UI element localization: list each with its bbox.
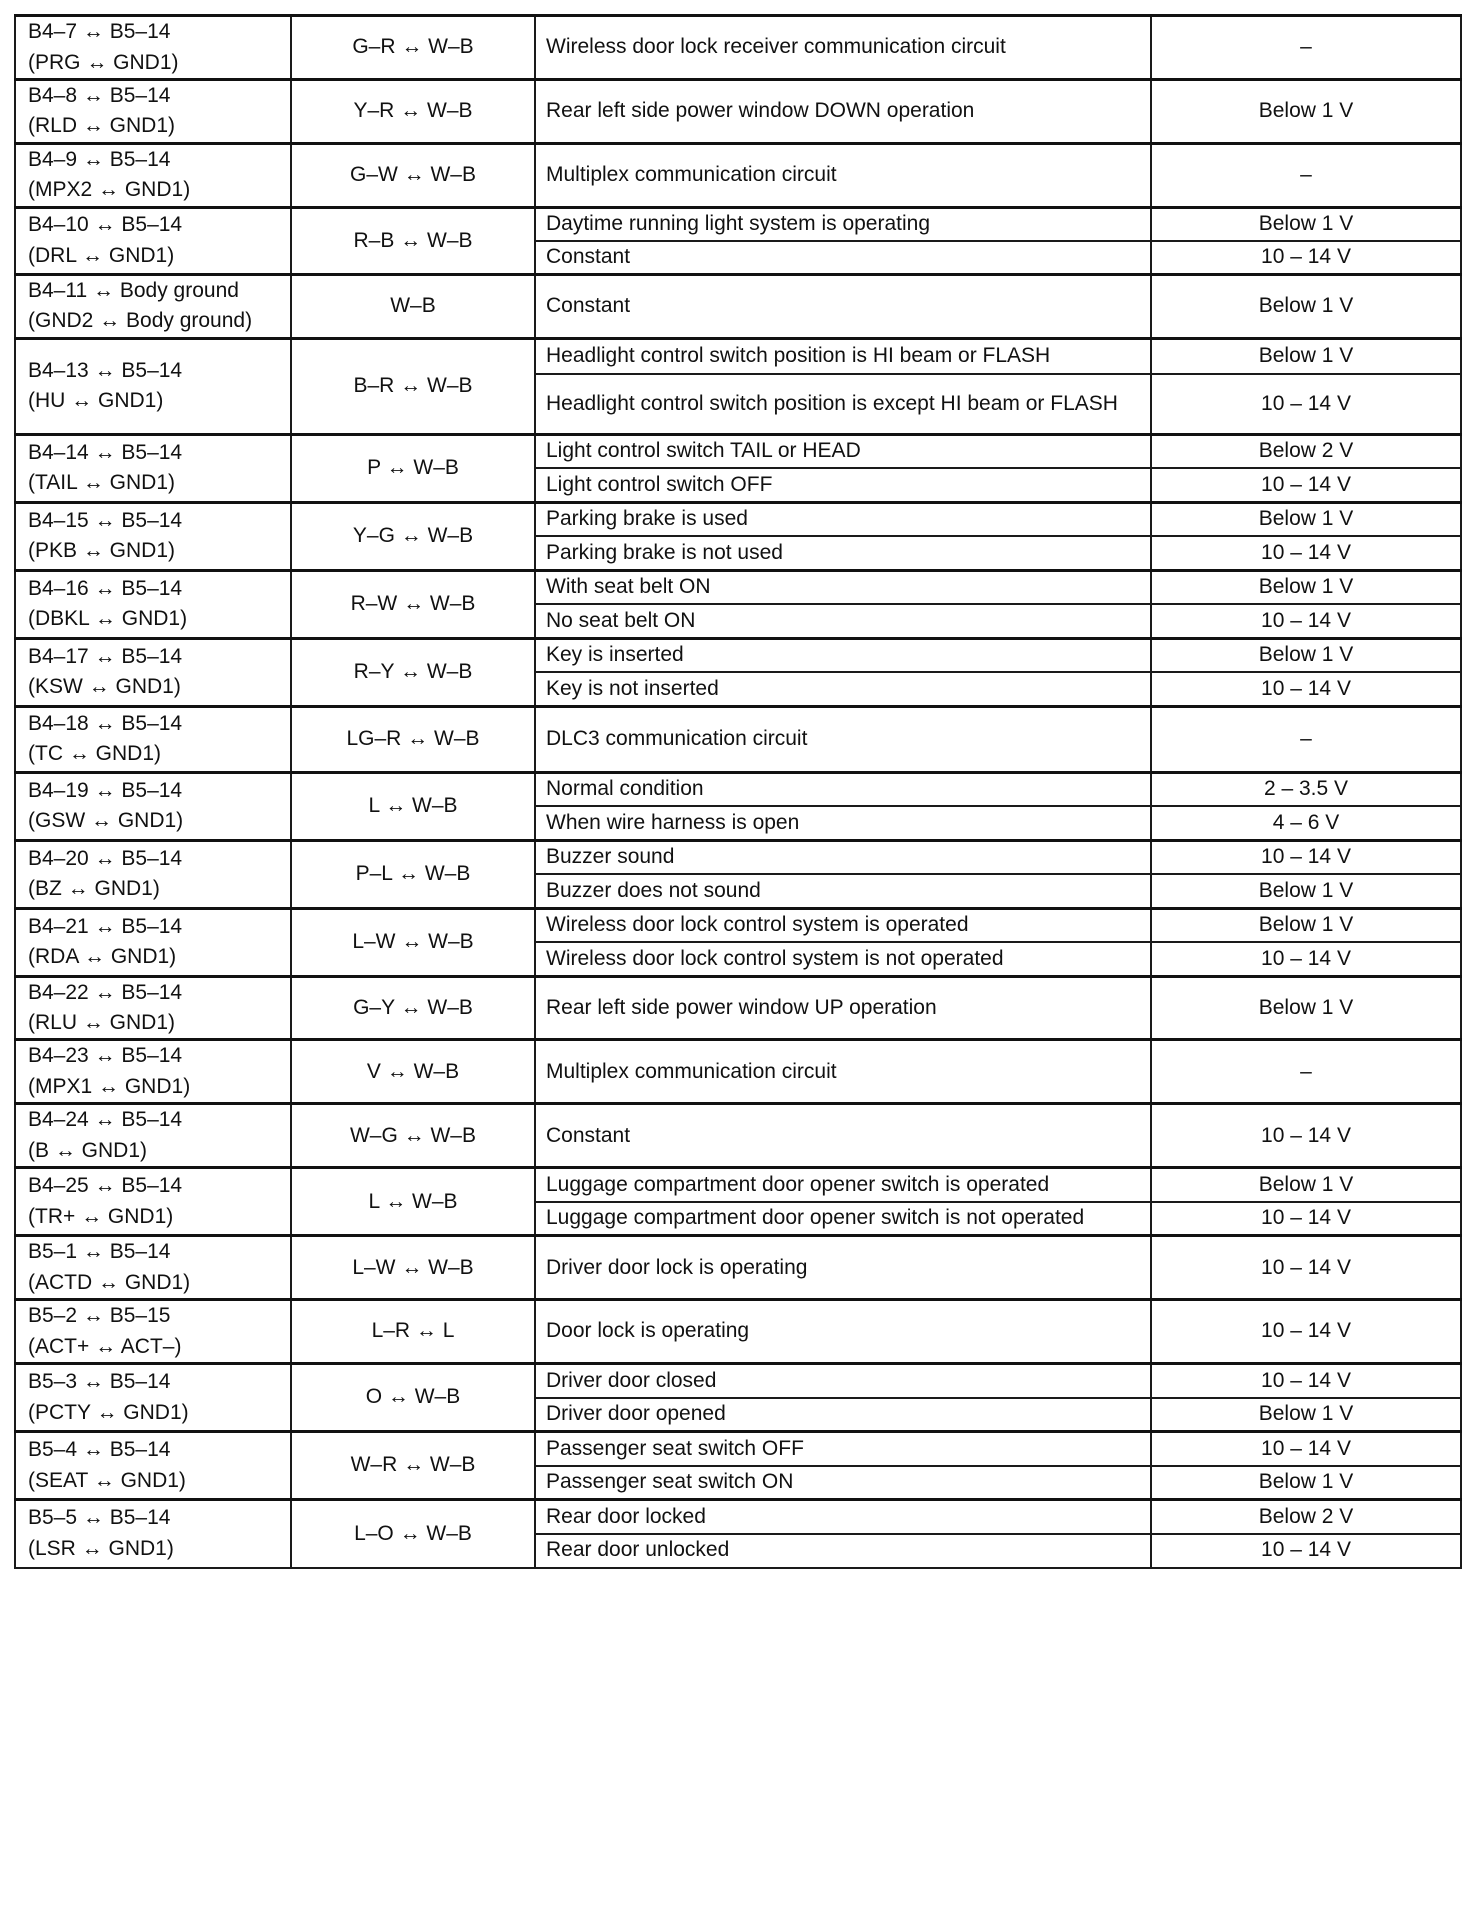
wire-color-cell: Y–G ↔ W–B [291,502,535,570]
specified-value-cell: Below 1 V [1151,908,1461,942]
table-row [15,1364,1461,1398]
terminal-label: B5–1 ↔ B5–14 [28,1240,171,1264]
terminal-cell [15,1300,291,1364]
specified-value-cell: Below 1 V [1151,80,1461,144]
terminal-cell [15,1168,291,1236]
condition-cell: Rear door locked [535,1500,1151,1534]
condition-cell: No seat belt ON [535,604,1151,638]
terminal-cell [15,207,291,274]
table-row [15,16,1461,80]
wire-color-cell: G–R ↔ W–B [291,16,535,80]
wire-color-cell: L–R ↔ L [291,1300,535,1364]
specified-value-cell: 10 – 14 V [1151,1202,1461,1236]
terminal-cell [15,638,291,706]
wire-color-cell: L–W ↔ W–B [291,908,535,976]
specified-value-cell: 10 – 14 V [1151,1364,1461,1398]
specified-value-cell: 10 – 14 V [1151,1236,1461,1300]
terminal-label: B4–11 ↔ Body ground [28,278,239,302]
wire-color-cell: L ↔ W–B [291,1168,535,1236]
specified-value-cell: Below 1 V [1151,1466,1461,1500]
specified-value-cell: 10 – 14 V [1151,374,1461,434]
wire-color-cell: B–R ↔ W–B [291,338,535,434]
wire-color-cell: W–R ↔ W–B [291,1432,535,1500]
wire-color-cell: O ↔ W–B [291,1364,535,1432]
terminal-label: (RLU ↔ GND1) [28,1011,176,1034]
terminal-label: B4–10 ↔ B5–14 [28,213,183,237]
terminal-cell [15,143,291,207]
specified-value-cell: 10 – 14 V [1151,1534,1461,1568]
condition-cell: With seat belt ON [535,570,1151,604]
terminal-label: B4–20 ↔ B5–14 [28,846,183,870]
terminal-label: B4–24 ↔ B5–14 [28,1108,183,1132]
condition-cell: Constant [535,241,1151,274]
condition-cell: Light control switch TAIL or HEAD [535,434,1151,468]
table-row [15,772,1461,806]
wire-color-cell: P–L ↔ W–B [291,840,535,908]
terminal-label: B4–23 ↔ B5–14 [28,1044,183,1068]
condition-cell: Wireless door lock control system is not operated [535,942,1151,976]
terminal-label: (MPX2 ↔ GND1) [28,178,191,202]
terminal-label: B4–21 ↔ B5–14 [28,914,183,938]
specified-value-cell: – [1151,143,1461,207]
specified-value-cell: – [1151,706,1461,772]
wire-color-cell: V ↔ W–B [291,1040,535,1104]
specified-value-cell: 10 – 14 V [1151,1300,1461,1364]
terminal-label: B4–17 ↔ B5–14 [28,644,183,668]
condition-cell: Driver door closed [535,1364,1151,1398]
condition-cell: DLC3 communication circuit [535,706,1151,772]
terminal-label: (TAIL ↔ GND1) [28,471,176,495]
terminal-label: (KSW ↔ GND1) [28,675,181,699]
table-row [15,80,1461,144]
table-row [15,570,1461,604]
condition-cell: Buzzer sound [535,840,1151,874]
terminal-label: (RDA ↔ GND1) [28,945,177,969]
terminal-cell [15,1432,291,1500]
table-row [15,976,1461,1040]
specified-value-cell: 4 – 6 V [1151,806,1461,840]
specified-value-cell: Below 1 V [1151,976,1461,1040]
wire-color-cell: Y–R ↔ W–B [291,80,535,144]
specified-value-cell: 10 – 14 V [1151,672,1461,706]
table-row [15,502,1461,536]
condition-cell: Passenger seat switch ON [535,1466,1151,1500]
terminal-label: (DRL ↔ GND1) [28,243,175,267]
terminal-label: (ACTD ↔ GND1) [28,1270,191,1294]
specified-value-cell: Below 1 V [1151,207,1461,241]
terminal-label: B4–15 ↔ B5–14 [28,508,183,532]
wire-color-cell: R–Y ↔ W–B [291,638,535,706]
wire-color-cell: L–O ↔ W–B [291,1500,535,1568]
terminal-label: B4–16 ↔ B5–14 [28,576,183,600]
specified-value-cell: 10 – 14 V [1151,942,1461,976]
condition-cell: Constant [535,1104,1151,1168]
terminal-label: (ACT+ ↔ ACT–) [28,1334,182,1358]
terminal-label: B4–22 ↔ B5–14 [28,980,183,1004]
terminal-label: B4–7 ↔ B5–14 [28,20,171,44]
terminal-label: (GND2 ↔ Body ground) [28,309,253,333]
terminal-cell [15,1040,291,1104]
terminal-cell [15,706,291,772]
terminal-label: B4–19 ↔ B5–14 [28,778,183,802]
condition-cell: Multiplex communication circuit [535,143,1151,207]
table-row [15,1168,1461,1202]
terminal-cell [15,976,291,1040]
wire-color-cell: R–W ↔ W–B [291,570,535,638]
condition-cell: Rear door unlocked [535,1534,1151,1568]
terminal-cell [15,1500,291,1568]
table-row [15,143,1461,207]
terminal-label: (TR+ ↔ GND1) [28,1204,174,1228]
terminal-cell [15,434,291,502]
condition-cell: Luggage compartment door opener switch is not operated [535,1202,1151,1236]
document-page [14,14,1460,1569]
specified-value-cell: Below 1 V [1151,338,1461,374]
table-row [15,434,1461,468]
terminal-cell [15,570,291,638]
table-body [15,16,1461,1568]
specified-value-cell: – [1151,1040,1461,1104]
specified-value-cell: Below 1 V [1151,274,1461,338]
table-row [15,1040,1461,1104]
specified-value-cell: Below 1 V [1151,570,1461,604]
condition-cell: Rear left side power window DOWN operation [535,80,1151,144]
terminal-label: (SEAT ↔ GND1) [28,1468,186,1492]
condition-cell: Parking brake is not used [535,536,1151,570]
terminal-label: (B ↔ GND1) [28,1138,148,1162]
table-row [15,207,1461,241]
specified-value-cell: 2 – 3.5 V [1151,772,1461,806]
wire-color-cell: L–W ↔ W–B [291,1236,535,1300]
specified-value-cell: 10 – 14 V [1151,1432,1461,1466]
table-row [15,1236,1461,1300]
specified-value-cell: Below 1 V [1151,502,1461,536]
specified-value-cell: Below 1 V [1151,1398,1461,1432]
specified-value-cell: 10 – 14 V [1151,840,1461,874]
condition-cell: When wire harness is open [535,806,1151,840]
table-row [15,1104,1461,1168]
terminal-cell [15,840,291,908]
table-row [15,338,1461,374]
condition-cell: Key is inserted [535,638,1151,672]
wire-color-cell: G–W ↔ W–B [291,143,535,207]
specified-value-cell: Below 2 V [1151,1500,1461,1534]
wire-color-cell: P ↔ W–B [291,434,535,502]
terminal-label: (MPX1 ↔ GND1) [28,1074,191,1098]
wire-color-cell: LG–R ↔ W–B [291,706,535,772]
table-row [15,1300,1461,1364]
wire-color-cell: W–G ↔ W–B [291,1104,535,1168]
terminal-label: B5–2 ↔ B5–15 [28,1304,171,1328]
terminal-cell [15,1364,291,1432]
table-row [15,840,1461,874]
terminal-label: (HU ↔ GND1) [28,389,164,413]
specified-value-cell: 10 – 14 V [1151,241,1461,274]
terminal-label: B5–3 ↔ B5–14 [28,1370,171,1394]
condition-cell: Headlight control switch position is except HI beam or FLASH [535,374,1151,434]
terminal-label: B4–8 ↔ B5–14 [28,84,171,107]
specified-value-cell: 10 – 14 V [1151,1104,1461,1168]
terminal-label: (TC ↔ GND1) [28,742,161,766]
table-row [15,638,1461,672]
condition-cell: Key is not inserted [535,672,1151,706]
terminal-cell [15,772,291,840]
terminal-label: B4–13 ↔ B5–14 [28,358,183,382]
table-row [15,706,1461,772]
terminal-cell [15,502,291,570]
terminal-cell [15,274,291,338]
condition-cell: Luggage compartment door opener switch is operated [535,1168,1151,1202]
condition-cell: Wireless door lock control system is operated [535,908,1151,942]
specified-value-cell: 10 – 14 V [1151,604,1461,638]
condition-cell: Headlight control switch position is HI beam or FLASH [535,338,1151,374]
condition-cell: Driver door lock is operating [535,1236,1151,1300]
specified-value-cell: Below 1 V [1151,638,1461,672]
condition-cell: Driver door opened [535,1398,1151,1432]
terminal-voltage-table [14,14,1462,1569]
condition-cell: Light control switch OFF [535,468,1151,502]
terminal-cell [15,338,291,434]
condition-cell: Buzzer does not sound [535,874,1151,908]
specified-value-cell: 10 – 14 V [1151,468,1461,502]
wire-color-cell: R–B ↔ W–B [291,207,535,274]
terminal-cell [15,16,291,80]
terminal-label: (PCTY ↔ GND1) [28,1400,189,1424]
condition-cell: Constant [535,274,1151,338]
table-row [15,1432,1461,1466]
condition-cell: Parking brake is used [535,502,1151,536]
terminal-cell [15,80,291,144]
terminal-label: B4–25 ↔ B5–14 [28,1174,183,1198]
terminal-label: (GSW ↔ GND1) [28,809,184,833]
terminal-cell [15,908,291,976]
terminal-label: B4–14 ↔ B5–14 [28,440,183,464]
table-row [15,908,1461,942]
specified-value-cell: Below 1 V [1151,874,1461,908]
wire-color-cell: W–B [291,274,535,338]
condition-cell: Passenger seat switch OFF [535,1432,1151,1466]
condition-cell: Normal condition [535,772,1151,806]
specified-value-cell: Below 2 V [1151,434,1461,468]
table-row [15,274,1461,338]
terminal-cell [15,1236,291,1300]
wire-color-cell: G–Y ↔ W–B [291,976,535,1040]
terminal-label: B5–4 ↔ B5–14 [28,1438,171,1462]
terminal-label: B4–18 ↔ B5–14 [28,711,183,735]
condition-cell: Door lock is operating [535,1300,1151,1364]
specified-value-cell: 10 – 14 V [1151,536,1461,570]
terminal-label: (BZ ↔ GND1) [28,877,160,901]
terminal-label: (RLD ↔ GND1) [28,114,176,138]
wire-color-cell: L ↔ W–B [291,772,535,840]
condition-cell: Rear left side power window UP operation [535,976,1151,1040]
terminal-label: (DBKL ↔ GND1) [28,607,188,631]
terminal-label: (PKB ↔ GND1) [28,539,176,563]
terminal-label: B5–5 ↔ B5–14 [28,1506,171,1530]
terminal-label: B4–9 ↔ B5–14 [28,147,171,171]
specified-value-cell: – [1151,16,1461,80]
table-row [15,1500,1461,1534]
terminal-label: (PRG ↔ GND1) [28,50,179,74]
condition-cell: Wireless door lock receiver communication circuit [535,16,1151,80]
terminal-label: (LSR ↔ GND1) [28,1536,174,1560]
specified-value-cell: Below 1 V [1151,1168,1461,1202]
condition-cell: Daytime running light system is operating [535,207,1151,241]
terminal-cell [15,1104,291,1168]
condition-cell: Multiplex communication circuit [535,1040,1151,1104]
